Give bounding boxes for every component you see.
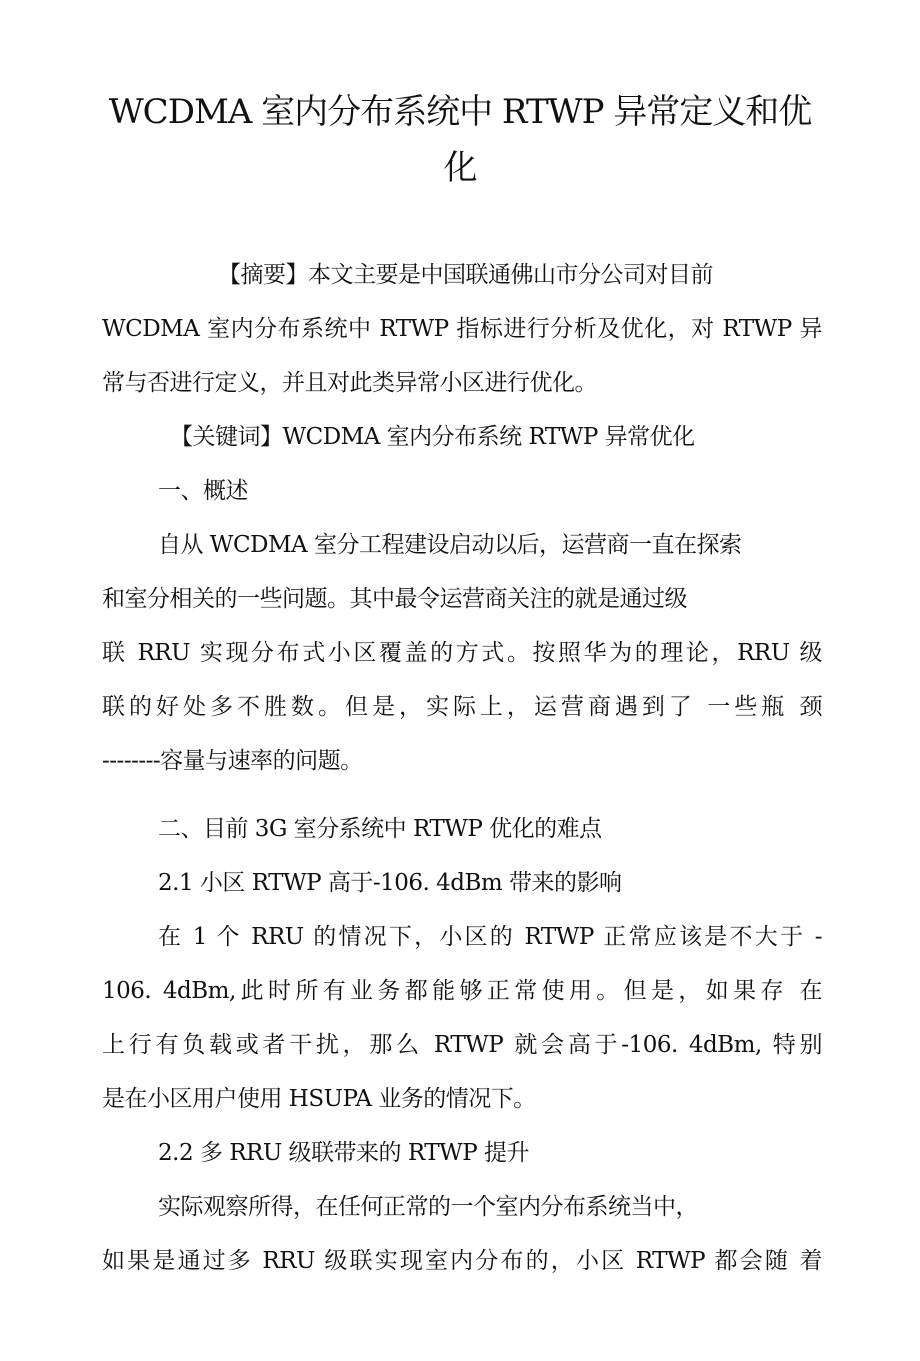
subsection-2-1-heading: 2.1 小区 RTWP 高于-106. 4dBm 带来的影响 — [158, 870, 622, 896]
section-1-line-5: --------容量与速率的问题。 — [102, 748, 363, 774]
subsection-2-1-line-1: 在 1 个 RRU 的情况下，小区的 RTWP 正常应该是不大于 - — [158, 924, 822, 950]
subsection-2-1-line-3: 上行有负载或者干扰，那么 RTWP 就会高于-106. 4dBm, 特别 — [102, 1032, 822, 1058]
abstract-line-2: WCDMA 室内分布系统中 RTWP 指标进行分析及优化，对 RTWP 异 — [102, 316, 822, 342]
section-1-heading: 一、概述 — [158, 478, 248, 504]
section-1-line-2: 和室分相关的一些问题。其中最令运营商关注的就是通过级 — [102, 586, 687, 612]
abstract-line-3: 常与否进行定义，并且对此类异常小区进行优化。 — [102, 370, 597, 396]
subsection-2-1-line-2: 106. 4dBm,此时所有业务都能够正常使用。但是，如果存 在 — [102, 978, 822, 1004]
section-1-paragraph — [102, 518, 822, 788]
subsection-2-2-line-1: 实际观察所得，在任何正常的一个室内分布系统当中， — [158, 1194, 698, 1220]
abstract-paragraph — [102, 248, 822, 410]
subsection-2-2-paragraph — [102, 1180, 822, 1288]
subsection-2-2-line-2: 如果是通过多 RRU 级联实现室内分布的，小区 RTWP 都会随 着 — [102, 1248, 822, 1274]
subsection-2-1-paragraph — [102, 910, 822, 1126]
title-line-1: WCDMA 室内分布系统中 RTWP 异常定义和优 — [108, 92, 812, 132]
keywords-line: 【关键词】WCDMA 室内分布系统 RTWP 异常优化 — [170, 424, 695, 450]
document-body — [102, 248, 822, 1288]
section-1-line-3: 联 RRU 实现分布式小区覆盖的方式。按照华为的理论，RRU 级 — [102, 640, 822, 666]
section-1-line-1: 自从 WCDMA 室分工程建设启动以后，运营商一直在探索 — [158, 532, 742, 558]
title-line-2: 化 — [443, 148, 477, 188]
section-2-heading: 二、目前 3G 室分系统中 RTWP 优化的难点 — [158, 816, 602, 842]
document-title — [100, 84, 820, 196]
subsection-2-2-heading: 2.2 多 RRU 级联带来的 RTWP 提升 — [158, 1140, 530, 1166]
abstract-line-1: 【摘要】本文主要是中国联通佛山市分公司对目前 — [218, 262, 713, 288]
subsection-2-1-line-4: 是在小区用户使用 HSUPA 业务的情况下。 — [102, 1086, 536, 1112]
section-1-line-4: 联的好处多不胜数。但是，实际上，运营商遇到了 一些瓶 颈 — [102, 694, 822, 720]
